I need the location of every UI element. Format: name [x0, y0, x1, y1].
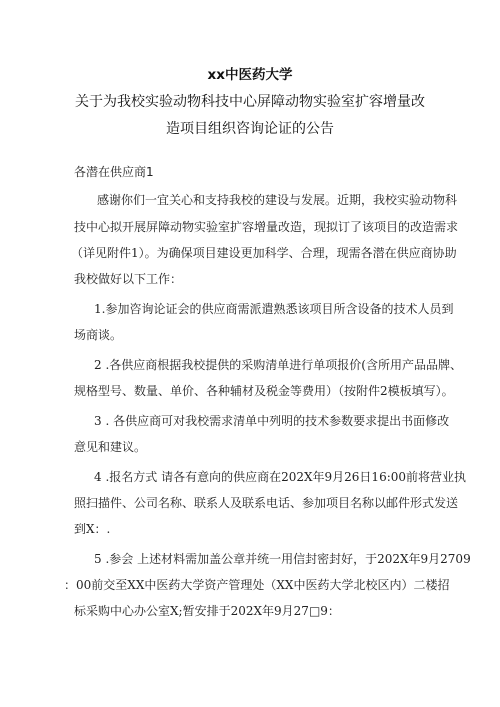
body-line: 意见和建议。	[74, 440, 147, 454]
body-line: 1.参加咨询论证会的供应商需派遣熟悉该项目所含设备的技术人员到	[94, 302, 454, 316]
body-line: ：00前交至XX中医药大学资产管理处（XX中医药大学北校区内）二楼招	[64, 578, 450, 592]
body-line: 我校做好以下工作：	[74, 272, 183, 286]
body-line: 4 .报名方式 请各有意向的供应商在202X年9月26日16:00前将营业执	[94, 470, 467, 484]
notice-title-line-2: 造项目组织咨询论证的公告	[166, 121, 334, 137]
body-line: 技中心拟开展屏障动物实验室扩容增量改造，现拟订了该项目的改造需求	[74, 220, 459, 234]
salutation: 各潜在供应商1	[74, 165, 154, 179]
university-name: xx中医药大学	[207, 67, 293, 83]
body-line: 5 .参会 上述材料需加盖公章并统一用信封密封好，于202X年9月2709	[94, 552, 471, 566]
body-line: 照扫描件、公司名称、联系人及联系电话、参加项目名称以邮件形式发送	[74, 496, 459, 510]
body-line: 感谢你们一宜关心和支持我校的建设与发展。近期，我校实验动物科	[97, 193, 458, 207]
body-line: 场商谈。	[74, 328, 123, 342]
body-line: 到X：.	[74, 522, 111, 536]
body-line: 规格型号、数量、单价、各种辅材及税金等费用）（按附件2模板填写）。	[74, 384, 454, 398]
body-line: 标采购中心办公室X;暂安排于202X年9月27□9：	[74, 604, 340, 618]
notice-title-line-1: 关于为我校实验动物科技中心屏障动物实验室扩容增量改	[75, 94, 425, 110]
body-line: 3 . 各供应商可对我校需求清单中列明的技术参数要求提出书面修改	[94, 414, 450, 428]
body-line: 2 .各供应商根据我校提供的采购清单进行单项报价(含所用产品品牌、	[94, 358, 462, 372]
body-line: （详见附件1）。为确保项目建设更加科学、合理，现需各潜在供应商协助	[71, 246, 457, 260]
